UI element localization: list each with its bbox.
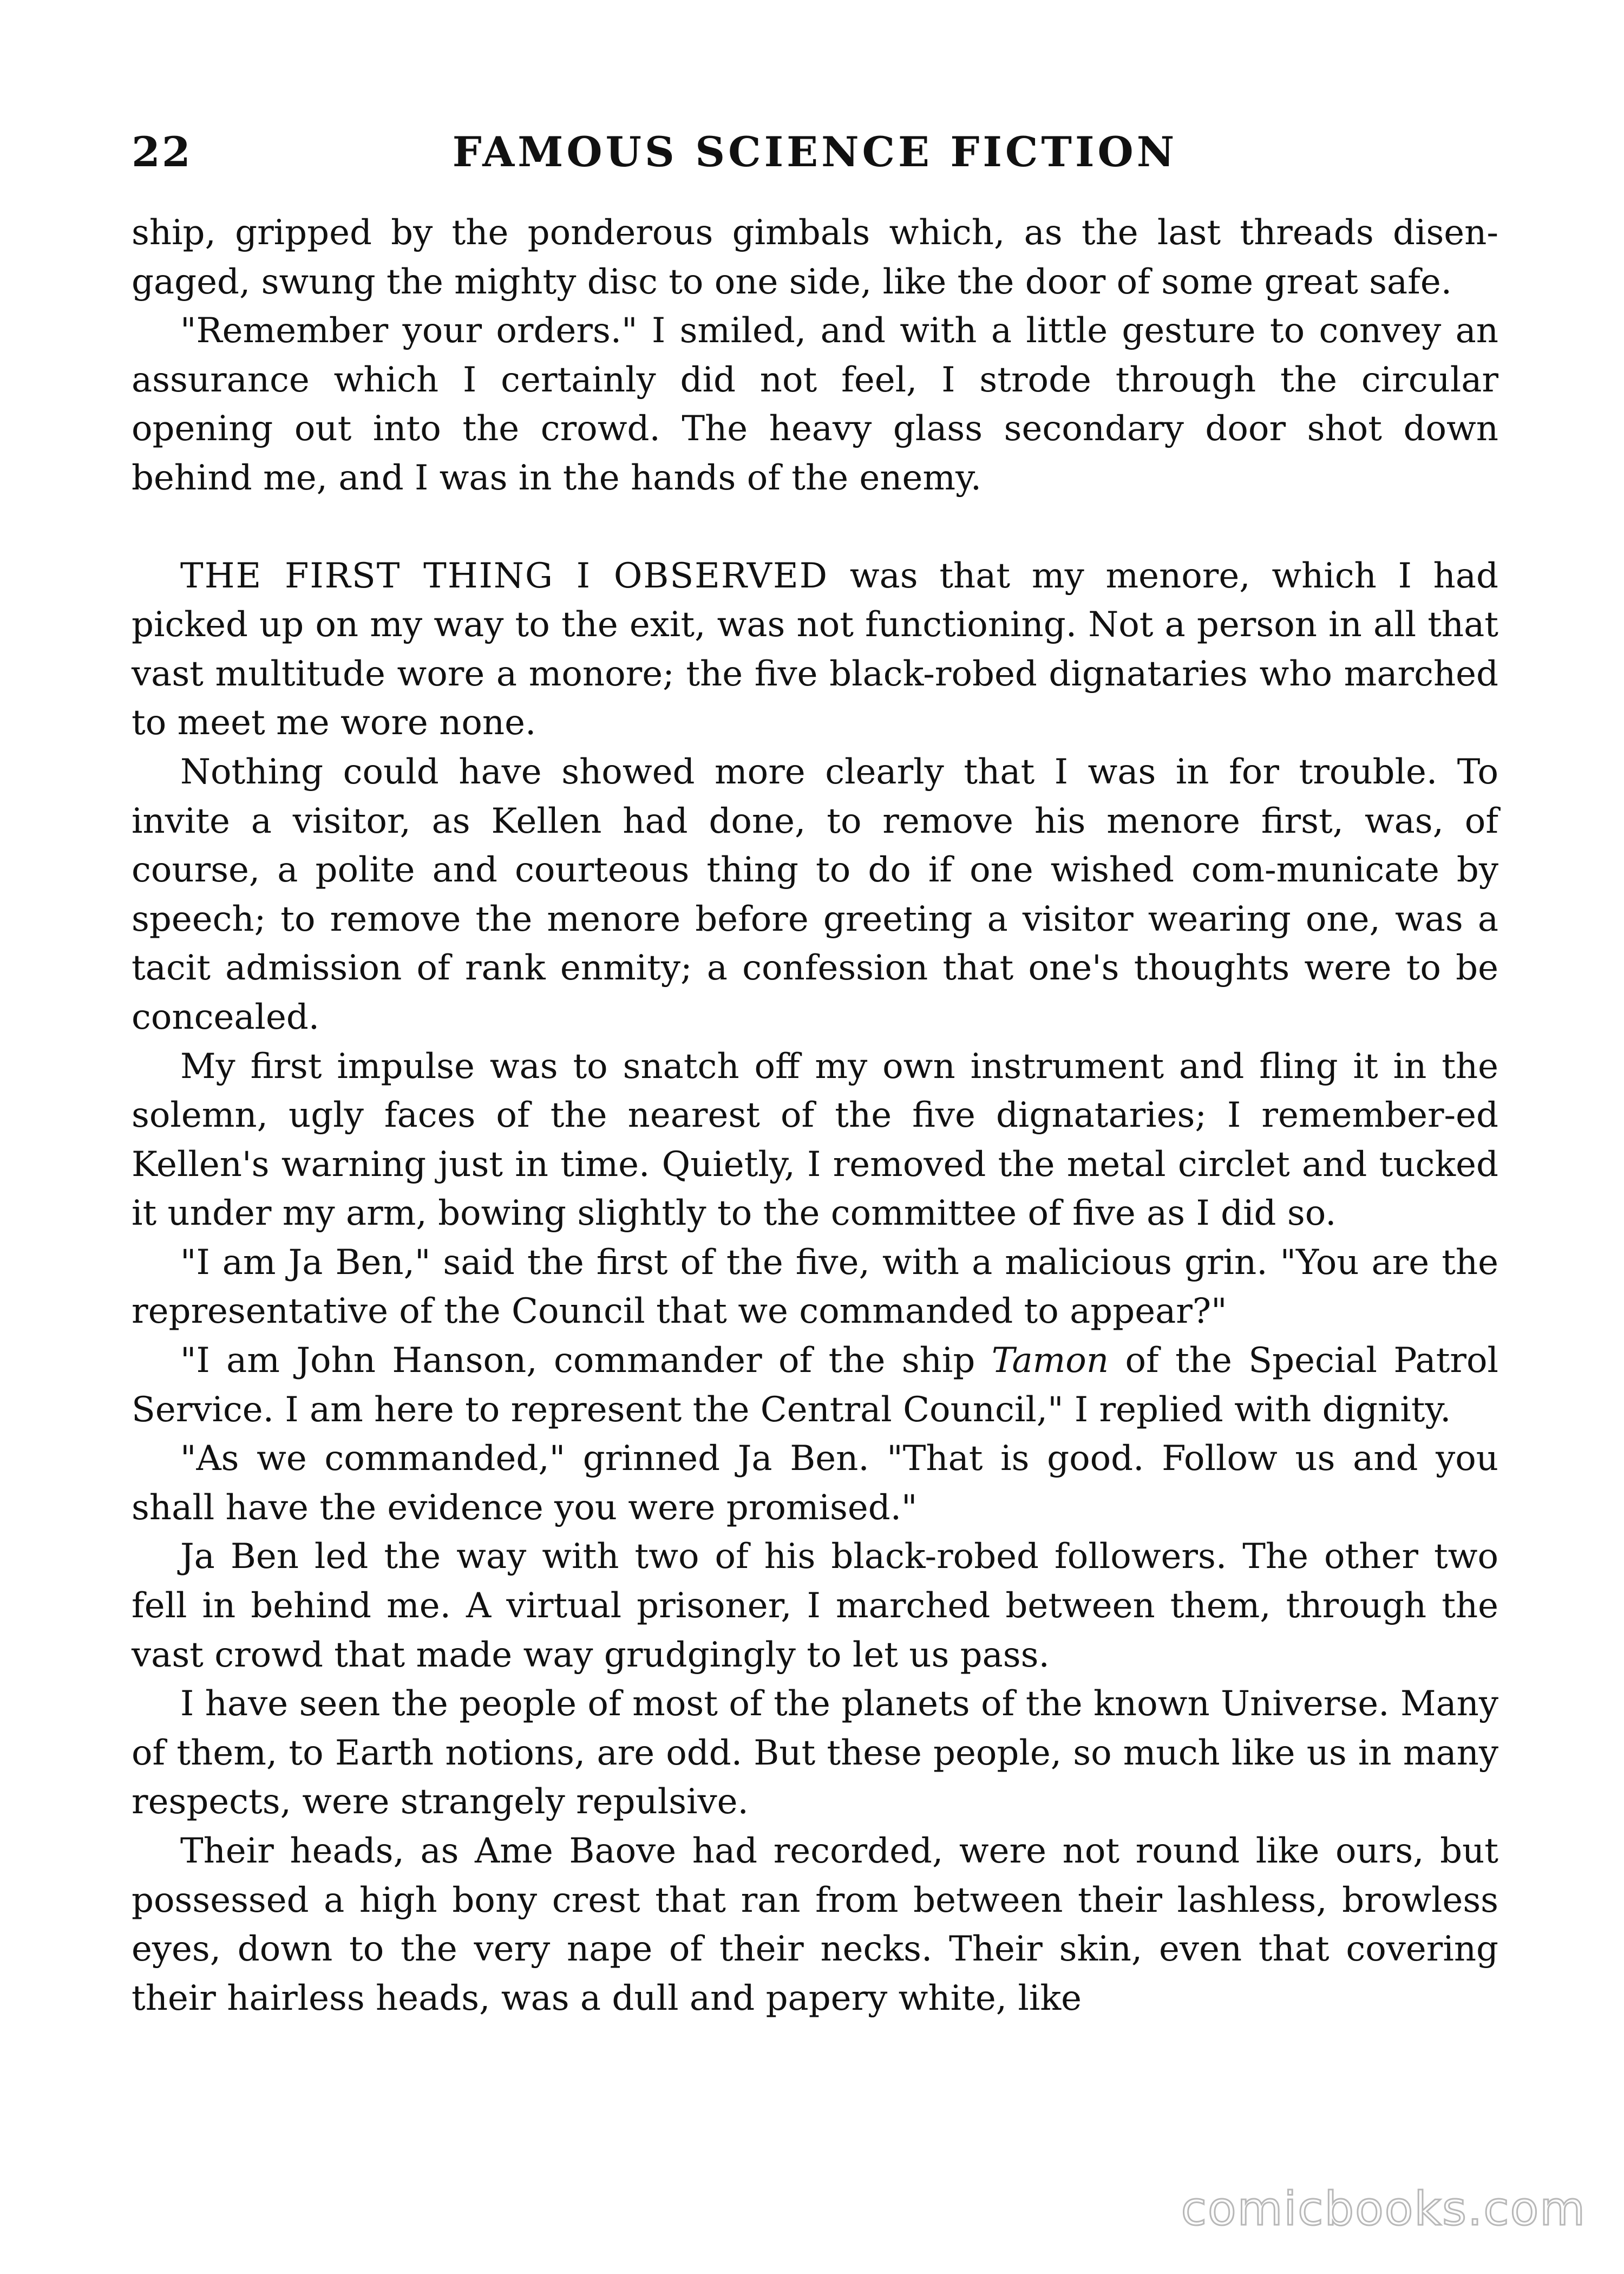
paragraph-7	[132, 1336, 1498, 1434]
paragraph-11: Their heads, as Ame Baove had recorded, were not round like ours, but possessed a high bony crest that ran from between their lashless, browless eyes, down to the very nape of their necks. Their skin, even that covering their hairless heads, was a dull and papery white, like	[132, 1831, 1498, 2018]
paragraph-3-text: was that my menore, which I had picked up on my way to the exit, was not functioning. Not a person in all that vast multitude wore a monore; the five black-robed dignataries who marched to meet me wore none.	[132, 556, 1498, 743]
paragraph-3	[132, 552, 1498, 748]
running-title: FAMOUS SCIENCE FICTION	[452, 128, 1178, 176]
paragraph-4: Nothing could have showed more clearly that I was in for trouble. To invite a visitor, as Kellen had done, to remove his menore first, was, of course, a polite and courteous thing to do if one wished com-municate by speech; to remove the menore before greeting a visitor wearing one, was a tacit admission of rank enmity; a confession that one's thoughts were to be concealed.	[132, 752, 1498, 1037]
page-header	[132, 122, 1498, 182]
body-text	[132, 208, 1498, 2023]
paragraph-1: ship, gripped by the ponderous gimbals which, as the last threads disen-gaged, swung the mighty disc to one side, like the door of some great safe.	[132, 213, 1498, 302]
paragraph-2: "Remember your orders." I smiled, and with a little gesture to convey an assurance which I certainly did not feel, I strode through the circular opening out into the crowd. The heavy glass secondary door shot down behind me, and I was in the hands of the enemy.	[132, 311, 1498, 498]
paragraph-9: Ja Ben led the way with two of his black-robed followers. The other two fell in behind me. A virtual prisoner, I marched between them, through the vast crowd that made way grudgingly to let us pass.	[132, 1537, 1498, 1675]
section-break	[132, 503, 1498, 552]
ship-name: Tamon	[991, 1341, 1109, 1381]
section-lead-in: THE FIRST THING I OBSERVED	[180, 556, 829, 596]
paragraph-5: My first impulse was to snatch off my own instrument and fling it in the solemn, ugly faces of the nearest of the five dignataries; I remember-ed Kellen's warning just in time. Quietly, I removed the metal circlet and tucked it under my arm, bowing slightly to the committee of five as I did so.	[132, 1046, 1498, 1234]
paragraph-8: "As we commanded," grinned Ja Ben. "That is good. Follow us and you shall have the evidence you were promised."	[132, 1439, 1498, 1528]
paragraph-7-text-b: of the Special Patrol Service. I am here to represent the Central Council," I replied with dignity.	[132, 1341, 1498, 1430]
paragraph-10: I have seen the people of most of the planets of the known Universe. Many of them, to Earth notions, are odd. But these people, so much like us in many respects, were strangely repulsive.	[132, 1684, 1498, 1822]
paragraph-7-text-a: "I am John Hanson, commander of the ship	[180, 1341, 992, 1381]
page-number: 22	[132, 128, 192, 176]
watermark: comicbooks.com	[1181, 2182, 1586, 2236]
paragraph-6: "I am Ja Ben," said the first of the five, with a malicious grin. "You are the representative of the Council that we commanded to appear?"	[132, 1242, 1498, 1332]
